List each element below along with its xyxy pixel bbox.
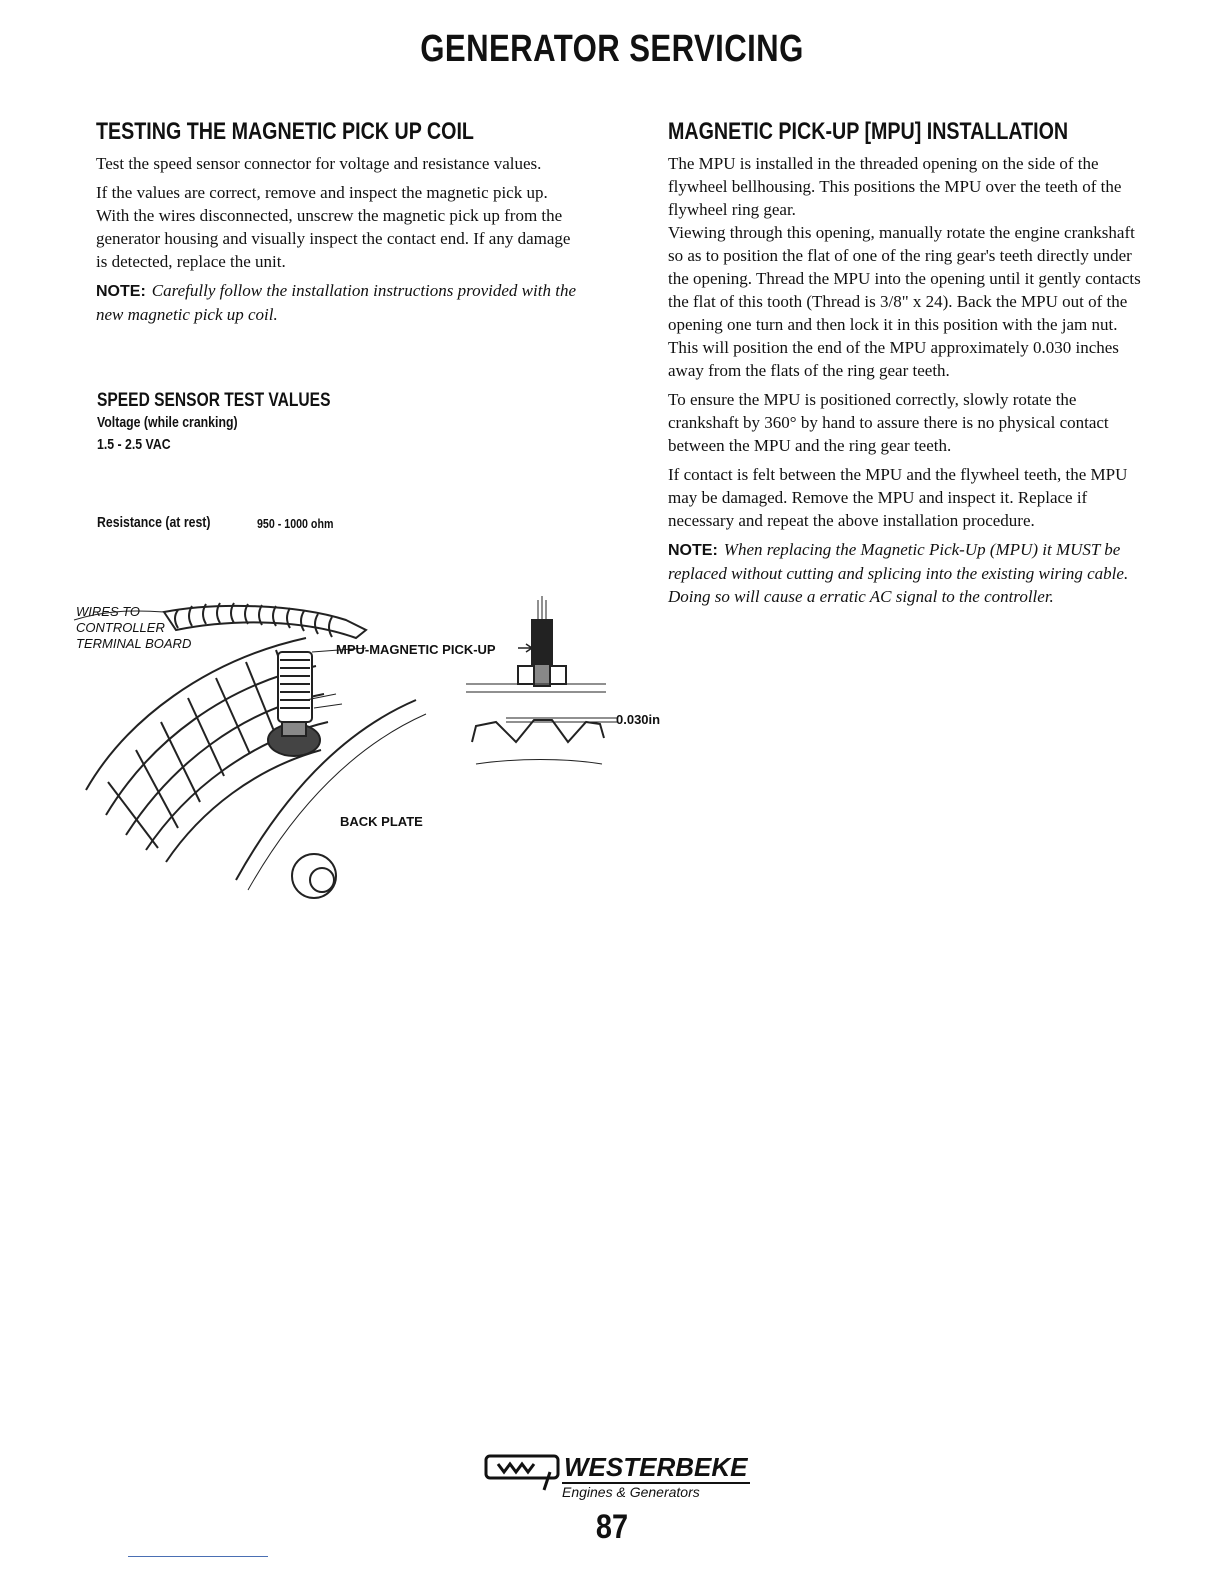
resistance-label: Resistance (at rest) xyxy=(97,514,211,531)
right-paragraph: To ensure the MPU is positioned correctly, slowly rotate the crankshaft by 360° by hand to assure there is no physical contact between the MPU and the ring gear teeth. xyxy=(668,390,1109,455)
note-text: Carefully follow the installation instructions provided with the new magnetic pick up coil. xyxy=(96,281,576,324)
page-title: GENERATOR SERVICING xyxy=(420,28,804,70)
wires-label-3: TERMINAL BOARD xyxy=(76,636,192,651)
right-note xyxy=(668,538,1144,608)
right-heading: MAGNETIC PICK-UP [MPU] INSTALLATION xyxy=(668,118,1069,145)
wires-label-1: WIRES TO xyxy=(76,604,141,619)
right-paragraph: If contact is felt between the MPU and the flywheel teeth, the MPU may be damaged. Remove the MPU and inspect it. Replace if necessary and repeat the above installation procedure. xyxy=(668,465,1128,530)
brand-tagline: Engines & Generators xyxy=(562,1484,700,1500)
left-paragraph: If the values are correct, remove and inspect the magnetic pick up. With the wires disconnected, unscrew the magnetic pick up from the generator housing and visually inspect the contact end. If any damage is detected, replace the unit. xyxy=(96,183,571,271)
gap-label: 0.030in xyxy=(616,712,661,727)
page-number: 87 xyxy=(595,1508,629,1546)
wires-label-2: CONTROLLER xyxy=(76,620,165,635)
right-paragraph: The MPU is installed in the threaded opening on the side of the flywheel bellhousing. This positions the MPU over the teeth of the flywheel ring gear. xyxy=(668,154,1122,219)
mpu-pointer-arrow-icon xyxy=(518,644,532,652)
westerbeke-logo-icon xyxy=(484,1452,564,1492)
voltage-value: 1.5 - 2.5 VAC xyxy=(97,436,171,453)
note-label: NOTE: xyxy=(96,283,146,300)
right-paragraph: Viewing through this opening, manually rotate the engine crankshaft so as to position the flat of one of the ring gear's teeth directly under the opening. Thread the MPU into the opening until it gently contacts the flat of this tooth (Thread is 3/8" x 24). Back the MPU out of the opening one turn and then lock it in this position with the jam nut. This will position the end of the MPU approximately 0.030 inches away from the flats of the ring gear teeth. xyxy=(668,223,1141,380)
brand-name: WESTERBEKE xyxy=(564,1452,748,1482)
left-heading: TESTING THE MAGNETIC PICK UP COIL xyxy=(96,118,474,145)
mpu-sensor-icon xyxy=(268,648,366,756)
westerbeke-logo xyxy=(484,1452,754,1508)
mpu-side-view-icon xyxy=(466,596,618,764)
left-body xyxy=(96,152,582,332)
footer-rule xyxy=(128,1556,268,1557)
mpu-label: MPU-MAGNETIC PICK-UP xyxy=(336,642,496,657)
left-paragraph: Test the speed sensor connector for voltage and resistance values. xyxy=(96,154,542,173)
note-text: When replacing the Magnetic Pick-Up (MPU) it MUST be replaced without cutting and splicing into the existing wiring cable. Doing so will cause a erratic AC signal to the controller. xyxy=(668,540,1129,606)
test-values-heading: SPEED SENSOR TEST VALUES xyxy=(97,390,331,411)
note-label: NOTE: xyxy=(668,542,718,559)
back-plate-label: BACK PLATE xyxy=(340,814,423,829)
voltage-label: Voltage (while cranking) xyxy=(97,414,238,431)
back-plate-icon xyxy=(236,694,426,898)
right-body xyxy=(668,152,1144,614)
left-note xyxy=(96,279,582,326)
mpu-diagram xyxy=(66,590,686,910)
resistance-value: 950 - 1000 ohm xyxy=(257,516,334,531)
